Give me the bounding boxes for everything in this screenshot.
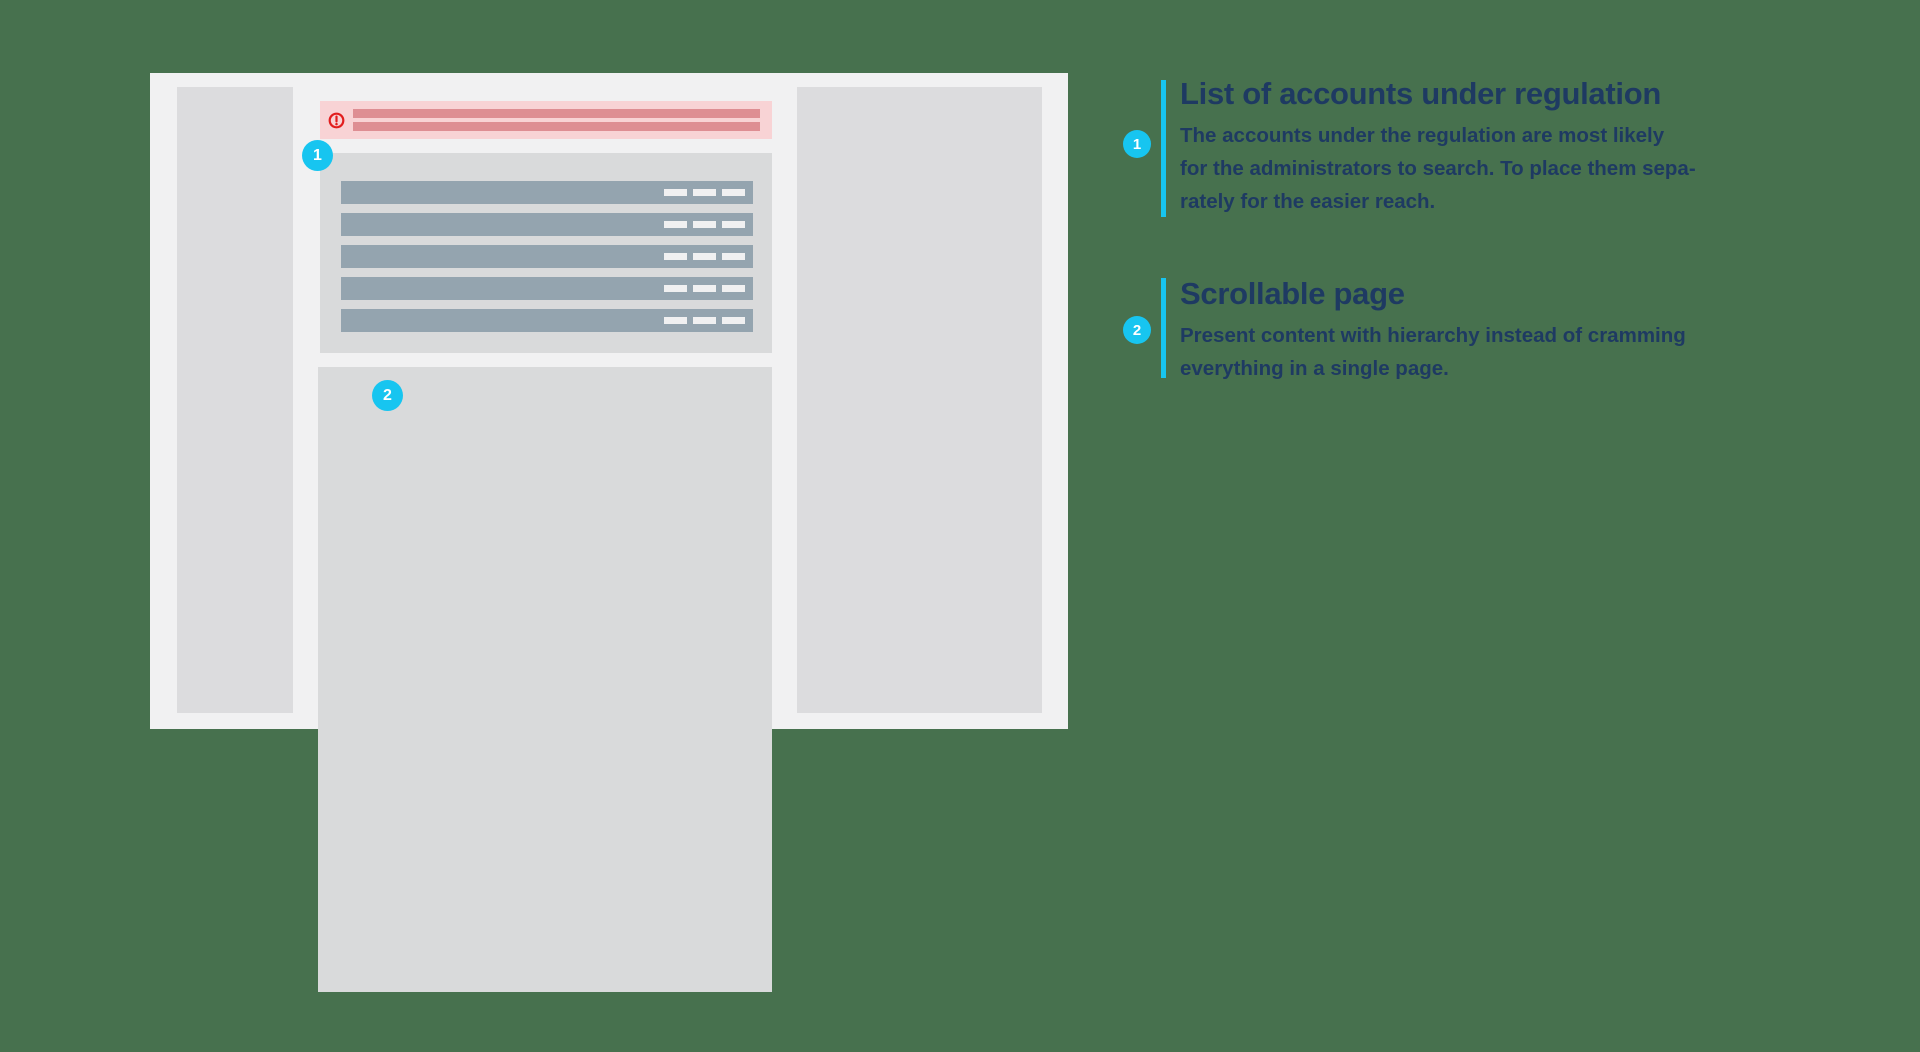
alert-text-line — [353, 122, 760, 131]
row-action-dash — [664, 253, 687, 260]
annotation-body-line: everything in a single page. — [1180, 357, 1449, 380]
row-action-dash — [722, 285, 745, 292]
alert-banner — [320, 101, 772, 139]
right-sidebar-placeholder — [797, 87, 1042, 713]
annotation-marker-line — [1161, 278, 1166, 378]
account-row — [341, 213, 753, 236]
annotation-section-1 — [1120, 76, 1740, 226]
exclamation-circle-icon — [328, 112, 345, 129]
annotation-body — [1180, 119, 1696, 218]
annotation-number-badge-1: 1 — [1123, 130, 1151, 158]
annotation-body-line: for the administrators to search. To place them sepa- — [1180, 157, 1696, 180]
regulated-accounts-list-panel — [320, 153, 772, 353]
row-action-dash — [722, 253, 745, 260]
account-row — [341, 181, 753, 204]
callout-badge-1: 1 — [302, 140, 333, 171]
scrollable-content-placeholder — [318, 367, 772, 992]
alert-text-line — [353, 109, 760, 118]
annotation-section-2 — [1120, 276, 1740, 391]
account-row — [341, 277, 753, 300]
row-action-dash — [722, 221, 745, 228]
annotation-body — [1180, 319, 1686, 385]
account-row — [341, 309, 753, 332]
row-action-dash — [664, 221, 687, 228]
callout-badge-2: 2 — [372, 380, 403, 411]
annotation-body-line: Present content with hierarchy instead of cramming — [1180, 324, 1686, 347]
row-action-dash — [693, 285, 716, 292]
row-action-dash — [693, 221, 716, 228]
row-action-dash — [722, 189, 745, 196]
row-action-dash — [693, 189, 716, 196]
annotation-number-badge-2: 2 — [1123, 316, 1151, 344]
alert-text-placeholder — [353, 109, 760, 131]
row-action-dash — [693, 253, 716, 260]
annotation-marker-line — [1161, 80, 1166, 217]
left-sidebar-placeholder — [177, 87, 293, 713]
row-action-dash — [664, 317, 687, 324]
annotation-title: List of accounts under regulation — [1180, 76, 1661, 111]
annotation-body-line: rately for the easier reach. — [1180, 190, 1436, 213]
account-row — [341, 245, 753, 268]
row-action-dash — [664, 189, 687, 196]
row-action-dash — [693, 317, 716, 324]
row-action-dash — [722, 317, 745, 324]
row-action-dash — [664, 285, 687, 292]
annotation-body-line: The accounts under the regulation are most likely — [1180, 124, 1665, 147]
annotation-title: Scrollable page — [1180, 276, 1405, 311]
